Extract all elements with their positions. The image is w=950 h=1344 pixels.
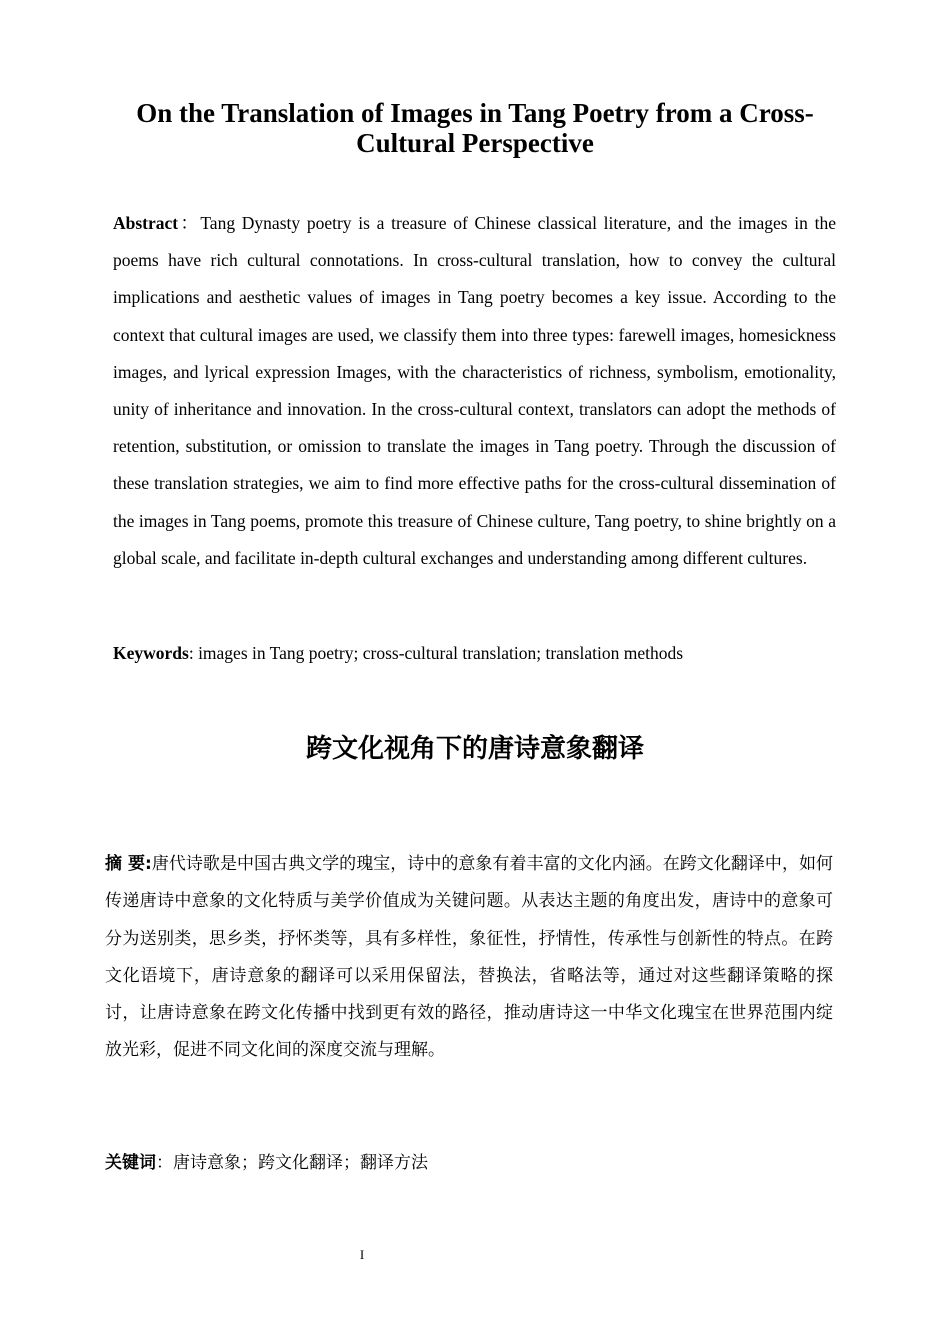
chinese-keywords — [105, 1146, 833, 1180]
english-keywords-label: Keywords — [113, 643, 189, 663]
chinese-keywords-label: 关键词 — [105, 1153, 156, 1173]
chinese-abstract — [105, 846, 833, 1070]
english-abstract-separator: ： — [178, 213, 201, 233]
english-title: On the Translation of Images in Tang Poetry from a Cross-Cultural Perspective — [136, 98, 814, 158]
chinese-keywords-text: ：唐诗意象；跨文化翻译；翻译方法 — [156, 1153, 428, 1173]
page-number: I — [359, 1247, 365, 1262]
english-keywords — [113, 638, 836, 668]
chinese-abstract-text: 唐代诗歌是中国古典文学的瑰宝，诗中的意象有着丰富的文化内涵。在跨文化翻译中，如何传递唐诗中意象的文化特质与美学价值成为关键问题。从表达主题的角度出发，唐诗中的意象可分为送别类，思乡类，抒怀类等，具有多样性，象征性，抒情性，传承性与创新性的特点。在跨文化语境下，唐诗意象的翻译可以采用保留法，替换法，省略法等，通过对这些翻译策略的探讨，让唐诗意象在跨文化传播中找到更有效的路径，推动唐诗这一中华文化瑰宝在世界范围内绽放光彩，促进不同文化间的深度交流与理解。 — [105, 854, 834, 1061]
chinese-abstract-label: 摘 要: — [105, 854, 152, 874]
english-abstract-label: Abstract — [113, 213, 179, 233]
english-abstract-text: Tang Dynasty poetry is a treasure of Chinese classical literature, and the images in the poems have rich cultural connotations. In cross-cultural translation, how to convey the cultural implications and aesthetic values of images in Tang poetry becomes a key issue. According to the context that cultural images are used, we classify them into three types: farewell images, homesickness images, and lyrical expression Images, with the characteristics of richness, symbolism, emotionality, unity of inheritance and innovation. In the cross-cultural context, translators can adopt the methods of retention, substitution, or omission to translate the images in Tang poetry. Through the discussion of these translation strategies, we aim to find more effective paths for the cross-cultural dissemination of the images in Tang poems, promote this treasure of Chinese culture, Tang poetry, to shine brightly on a global scale, and facilitate in-depth cultural exchanges and understanding among different cultures. — [113, 213, 837, 568]
chinese-title: 跨文化视角下的唐诗意象翻译 — [305, 734, 644, 764]
english-keywords-text: : images in Tang poetry; cross-cultural translation; translation methods — [188, 643, 684, 663]
english-abstract — [113, 205, 836, 577]
